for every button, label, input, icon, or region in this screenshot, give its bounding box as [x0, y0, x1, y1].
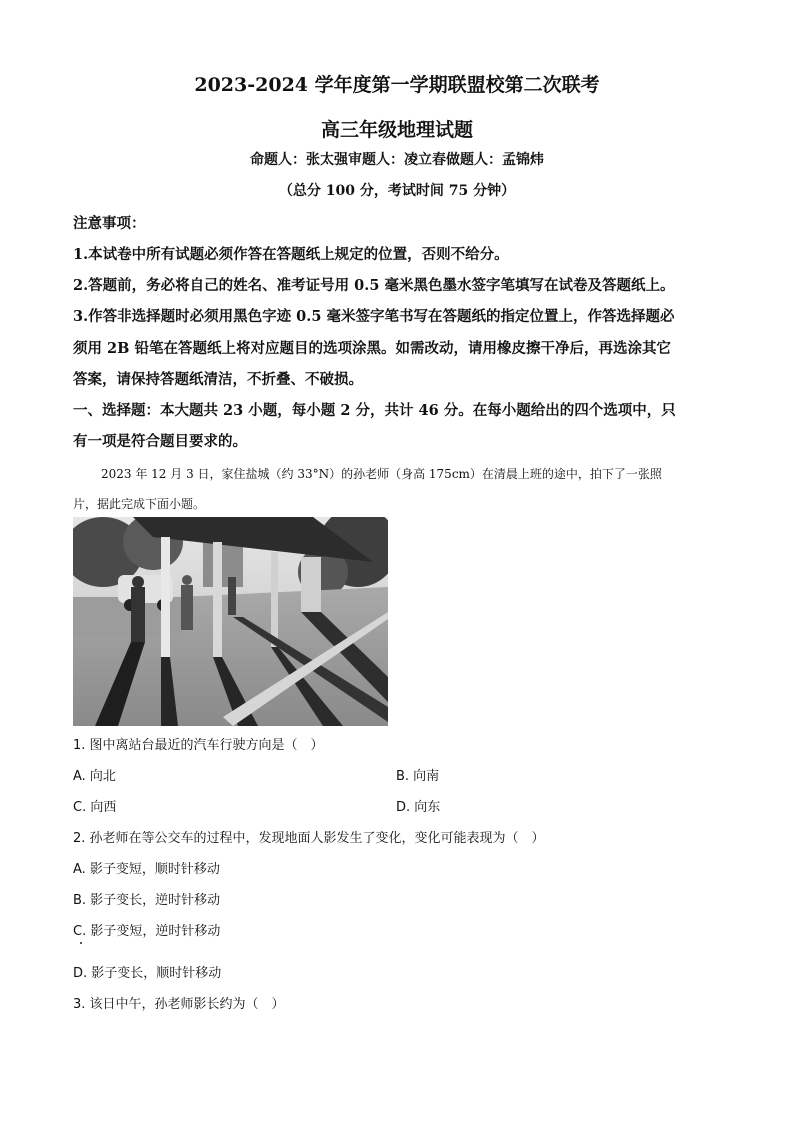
- note-item: 1.本试卷中所有试题必须作答在答题纸上规定的位置，否则不给分。: [73, 246, 509, 263]
- note-item: 须用 2B 铅笔在答题纸上将对应题目的选项涂黑。如需改动，请用橡皮擦干净后，再选涂其它: [73, 340, 671, 357]
- question-1-option-d: D. 向东: [396, 800, 441, 815]
- notes-heading: 注意事项：: [73, 215, 146, 232]
- question-1-option-b: B. 向南: [396, 769, 440, 784]
- bus-stop-photo: [73, 517, 388, 726]
- question-3-stem: 3. 该日中午，孙老师影长约为（ ）: [73, 997, 285, 1012]
- question-2-stem: 2. 孙老师在等公交车的过程中，发现地面人影发生了变化，变化可能表现为（ ）: [73, 831, 545, 846]
- question-1-stem: 1. 图中离站台最近的汽车行驶方向是（ ）: [73, 738, 324, 753]
- question-2-option-d: D. 影子变长，顺时针移动: [73, 966, 222, 981]
- question-1-option-a: A. 向北: [73, 769, 116, 784]
- note-item: 答案，请保持答题纸清洁，不折叠、不破损。: [73, 371, 363, 388]
- section-heading: 一、选择题：本大题共 23 小题，每小题 2 分，共计 46 分。在每小题给出的四个选项中，只: [73, 402, 676, 419]
- question-1-option-c: C. 向西: [73, 800, 117, 815]
- note-item: 2.答题前，务必将自己的姓名、准考证号用 0.5 毫米黑色墨水签字笔填写在试卷及答题纸上。: [73, 277, 675, 294]
- exam-subtitle: 高三年级地理试题: [320, 119, 473, 141]
- exam-title: 2023-2024 学年度第一学期联盟校第二次联考: [194, 74, 600, 96]
- section-heading-cont: 有一项是符合题目要求的。: [73, 433, 247, 450]
- intro-text: 2023 年 12 月 3 日，家住盐城（约 33°N）的孙老师（身高 175cm）在清晨上班的途中，拍下了一张照: [101, 467, 662, 481]
- exam-authors: 命题人：张太强审题人：凌立春做题人：孟锦炜: [250, 152, 544, 168]
- question-2-option-a: A. 影子变短，顺时针移动: [73, 862, 220, 877]
- intro-text-cont: 片，据此完成下面小题。: [73, 497, 206, 511]
- exam-score-time: （总分 100 分，考试时间 75 分钟）: [278, 183, 516, 199]
- question-2-option-b: B. 影子变长，逆时针移动: [73, 893, 221, 908]
- question-2-option-c: C. 影子变短，逆时针移动: [73, 924, 221, 939]
- stray-mark: [80, 942, 82, 944]
- note-item: 3.作答非选择题时必须用黑色字迹 0.5 毫米签字笔书写在答题纸的指定位置上，作答选择题必: [73, 308, 675, 325]
